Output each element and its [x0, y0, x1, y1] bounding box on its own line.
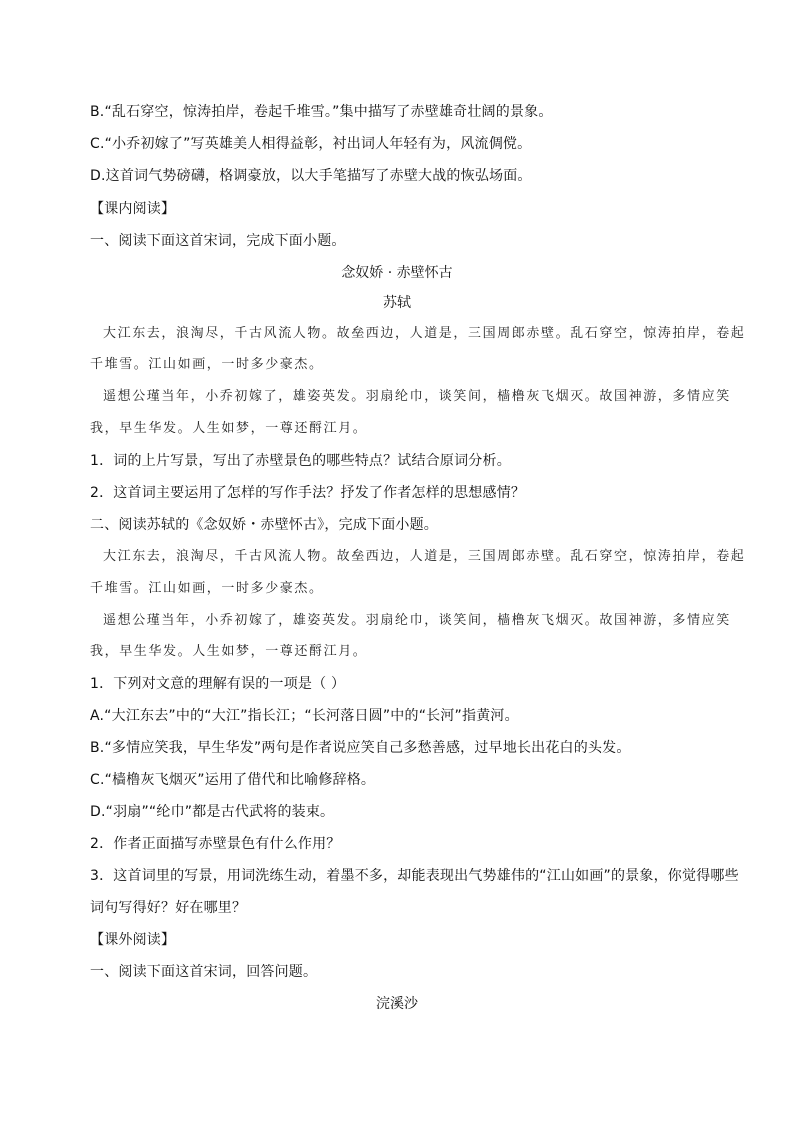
question-2: 2．这首词主要运用了怎样的写作手法？抒发了作者怎样的思想感情？	[90, 485, 526, 501]
part1-intro: 一、阅读下面这首宋词，完成下面小题。	[90, 233, 346, 249]
question-1: 1．词的上片写景，写出了赤壁景色的哪些特点？试结合原词分析。	[90, 453, 511, 469]
section-heading-kewai: 【课外阅读】	[90, 932, 176, 948]
part2-option-a: A.“大江东去”中的“大江”指长江；“长河落日圆”中的“长河”指黄河。	[90, 708, 519, 724]
poem1-title: 念奴娇 · 赤壁怀古	[341, 265, 453, 281]
section-heading-ketnei: 【课内阅读】	[90, 201, 176, 217]
poem3-title: 浣溪沙	[376, 996, 418, 1012]
poem2-line: 大江东去，浪淘尽，千古风流人物。故垒西边，人道是，三国周郎赤壁。乱石穿空，惊涛拍岸，卷起	[103, 549, 746, 564]
part2-question-3: 3．这首词里的写景，用词洗练生动，着墨不多，却能表现出气势雄伟的“江山如画”的景象，你觉得哪些	[90, 868, 739, 884]
part2-question-2: 2．作者正面描写赤壁景色有什么作用？	[90, 836, 341, 852]
poem2-line: 我，早生华发。人生如梦，一尊还酹江月。	[90, 644, 368, 659]
part2-option-d: D.“羽扇”“纶巾”都是古代武将的装束。	[90, 804, 335, 820]
poem1-line: 千堆雪。江山如画，一时多少豪杰。	[90, 357, 324, 372]
part2-question-1: 1．下列对文意的理解有误的一项是（ ）	[90, 676, 346, 692]
poem1-author: 苏轼	[383, 295, 411, 311]
option-c: C.“小乔初嫁了”写英雄美人相得益彰，衬出词人年轻有为，风流倜傥。	[90, 136, 532, 152]
poem1-line: 我，早生华发。人生如梦，一尊还酹江月。	[90, 421, 368, 436]
poem2-line: 千堆雪。江山如画，一时多少豪杰。	[90, 581, 324, 596]
poem2-line: 遥想公瑾当年，小乔初嫁了，雄姿英发。羽扇纶巾，谈笑间，樯橹灰飞烟灭。故国神游，多情应笑	[103, 613, 731, 628]
poem1-line: 遥想公瑾当年，小乔初嫁了，雄姿英发。羽扇纶巾，谈笑间，樯橹灰飞烟灭。故国神游，多情应笑	[103, 389, 731, 404]
part2-option-c: C.“樯橹灰飞烟灭”运用了借代和比喻修辞格。	[90, 772, 376, 788]
option-d: D.这首词气势磅礴，格调豪放，以大手笔描写了赤壁大战的恢弘场面。	[90, 168, 532, 184]
poem1-line: 大江东去，浪淘尽，千古风流人物。故垒西边，人道是，三国周郎赤壁。乱石穿空，惊涛拍岸，卷起	[103, 326, 746, 341]
option-b: B.“乱石穿空，惊涛拍岸，卷起千堆雪。”集中描写了赤壁雄奇壮阔的景象。	[90, 104, 553, 120]
part2-question-3-cont: 词句写得好？好在哪里？	[90, 900, 247, 916]
part2-intro: 二、阅读苏轼的《念奴娇・赤壁怀古》，完成下面小题。	[90, 517, 438, 533]
part3-intro: 一、阅读下面这首宋词，回答问题。	[90, 964, 318, 980]
part2-option-b: B.“多情应笑我，早生华发”两句是作者说应笑自己多愁善感，过早地长出花白的头发。	[90, 740, 631, 756]
